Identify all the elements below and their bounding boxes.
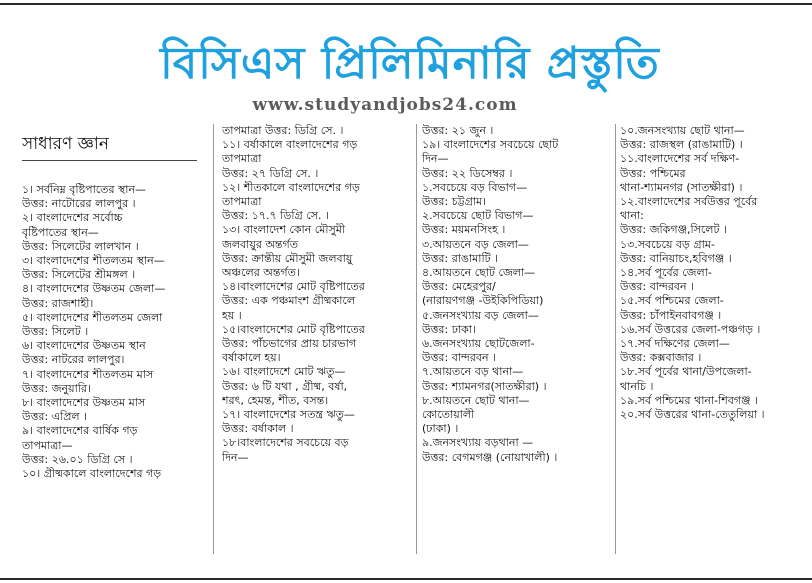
text-line: ৫। বাংলাদেশের শীতলতম জেলা <box>22 310 163 324</box>
text-line: উত্তর: ২৭ ডিগ্রি সে. । <box>222 166 319 180</box>
text-line: ১৬। বাংলাদেশে মোট ঋতু— <box>222 365 346 379</box>
text-line: উত্তর: রাজশাহী। <box>22 296 94 310</box>
text-line: উত্তর: নাটরের লালপুর। <box>22 353 125 367</box>
text-line: উত্তর: শ্যামনগর(সাতক্ষীরা) । <box>422 379 547 393</box>
text-line: কোতোয়ালী <box>422 408 475 422</box>
text-line: ৭। বাংলাদেশের শীতলতম মাস <box>22 367 154 381</box>
text-line: ১১.বাংলাদেশের সর্ব দক্ষিণ- <box>620 152 740 166</box>
text-line: ১৯.সর্ব পশ্চিমের থানা-শিবগঞ্জ । <box>620 393 758 407</box>
column-divider <box>615 124 616 554</box>
text-line: ১১। বর্ষাকালে বাংলাদেশের গড় <box>222 138 358 152</box>
text-line: উত্তর: সিলেটের লালখান । <box>22 239 139 253</box>
text-line: দিন— <box>222 450 249 464</box>
text-line: বর্ষাকালে হয়। <box>222 351 281 365</box>
text-line: উত্তর: কক্সবাজার । <box>620 351 702 365</box>
text-line: উত্তর: ২১ জুন । <box>422 124 494 137</box>
text-line: থানচি । <box>620 379 654 393</box>
text-line: উত্তর: ক্রান্তীয় মৌসুমী জলবায়ু <box>222 251 353 265</box>
text-line: ৬.জনসংখ্যায় ছোটজেলা- <box>422 337 535 351</box>
text-line: বৃষ্টিপাতের স্থান— <box>22 225 99 239</box>
text-line: ৪। বাংলাদেশের উষ্ণতম জেলা— <box>22 282 166 296</box>
text-line: তাপমাত্রা— <box>22 438 73 452</box>
column-divider <box>416 124 417 554</box>
text-line: ২। বাংলাদেশের সর্বোচ্চ <box>22 211 123 225</box>
bottom-rule <box>0 578 812 580</box>
text-line: ৪.আয়তনে ছোট জেলা— <box>422 266 536 280</box>
text-line: উত্তর: এক পঞ্চমাংশ গ্রীষ্মকালে <box>222 294 356 308</box>
text-line: ৮। বাংলাদেশের উষ্ণতম মাস <box>22 396 146 410</box>
column-1 <box>22 183 207 481</box>
text-line: ১৭.সর্ব দক্ষিণের জেলা— <box>620 337 730 351</box>
text-line: ১৮।বাংলাদেশের সবচেয়ে বড় <box>222 436 349 450</box>
text-line: ৩। বাংলাদেশের শীতলতম স্থান— <box>22 254 165 268</box>
text-line: উত্তর: রাঙামাটি । <box>422 251 499 265</box>
text-line: ১৩.সবচেয়ে বড় গ্রাম- <box>620 237 715 251</box>
text-line: উত্তর: বেগমগঞ্জ (নোয়াখালী) । <box>422 450 558 464</box>
text-line: ১৪.সর্ব পূর্বের জেলা- <box>620 266 712 280</box>
text-line: শরৎ, হেমন্ত, শীত, বসন্ত। <box>222 393 329 407</box>
text-line: উত্তর: নাটোরের লালপুর । <box>22 197 136 211</box>
text-line: থানা: <box>620 209 644 223</box>
text-line: ১৯। বাংলাদেশের সবচেয়ে ছোট <box>422 138 559 152</box>
text-line: উত্তর: ৬ টি যথা , গ্রীষ্ম, বর্ষা, <box>222 379 348 393</box>
section-heading: সাধারণ জ্ঞান <box>22 134 109 154</box>
text-line: (নারায়ণগঞ্জ -উইকিপিডিয়া) <box>422 294 544 308</box>
text-line: থানা-শ্যামনগর (সাতক্ষীরা) । <box>620 180 743 194</box>
website-watermark: www.studyandjobs24.com <box>252 95 518 115</box>
text-line: (ঢাকা) । <box>422 422 459 436</box>
text-line: ১২। শীতকালে বাংলাদেশের গড় <box>222 180 360 194</box>
text-line: উত্তর: চট্টগ্রাম। <box>422 195 487 209</box>
text-line: উত্তর: ঢাকা। <box>422 322 476 336</box>
text-line: উত্তর: জকিগঞ্জ,সিলেট । <box>620 223 727 237</box>
text-line: ১৪।বাংলাদেশের মোট বৃষ্টিপাতের <box>222 280 365 294</box>
text-line: ২.সবচেয়ে ছোট বিভাগ— <box>422 209 534 223</box>
column-2 <box>222 124 414 465</box>
column-divider <box>213 124 214 554</box>
text-line: তাপমাত্রা <box>222 195 262 209</box>
text-line: ৭.আয়তনে বড় থানা— <box>422 365 524 379</box>
text-line: উত্তর: বান্দরবন । <box>422 351 496 365</box>
text-line: উত্তর: বানিয়াচং,হবিগঞ্জ । <box>620 251 732 265</box>
text-line: ১। সর্বনিম্ন বৃষ্টিপাতের স্থান— <box>22 183 147 196</box>
column-4 <box>620 124 810 422</box>
text-line: ৩.আয়তনে বড় জেলা— <box>422 237 529 251</box>
text-line: ১৭। বাংলাদেশের সতন্ত্র ঋতু— <box>222 408 355 422</box>
text-line: অঞ্চলের অন্তর্গত। <box>222 266 300 280</box>
page-title: বিসিএস প্রিলিমিনারি প্রস্তুতি <box>160 38 660 89</box>
top-rule <box>0 3 812 5</box>
text-line: ৯। বাংলাদেশের বার্ষিক গড় <box>22 424 138 438</box>
text-line: উত্তর: সিলেট । <box>22 325 89 339</box>
text-line: ১৫.সর্ব পশ্চিমের জেলা- <box>620 294 724 308</box>
column-3 <box>422 124 612 465</box>
text-line: তাপমাত্রা উত্তর: ডিগ্রি সে. । <box>222 124 344 137</box>
text-line: উত্তর: পাঁচভাগের প্রায় চারভাগ <box>222 337 356 351</box>
text-line: দিন— <box>422 152 449 166</box>
text-line: ১০.জনসংখ্যায় ছোট থানা— <box>620 124 745 137</box>
text-line: ৫.জনসংখ্যায় বড় জেলা— <box>422 308 539 322</box>
text-line: ১২.বাংলাদেশের সর্বউত্তর পূর্বের <box>620 195 758 209</box>
text-line: ৬। বাংলাদেশের উষ্ণতম স্থান <box>22 339 146 353</box>
text-line: ১০। গ্রীষ্মকালে বাংলাদেশের গড় <box>22 467 162 481</box>
text-line: উত্তর: মেহেরপুর/ <box>422 280 496 294</box>
text-line: উত্তর: বর্ষাকাল । <box>222 422 294 436</box>
text-line: ১৩। বাংলাদেশ কোন মৌসুমী <box>222 223 346 237</box>
text-line: উত্তর: সিলেটের শ্রীমঙ্গল । <box>22 268 136 282</box>
text-line: ১.সবচেয়ে বড় বিভাগ— <box>422 180 528 194</box>
text-line: উত্তর: চাঁপাইনবাবগঞ্জ । <box>620 308 722 322</box>
text-line: হয় । <box>222 308 242 322</box>
text-line: উত্তর: ২৬.০১ ডিগ্রি সে । <box>22 452 133 466</box>
text-line: ১৬.সর্ব উত্তরের জেলা-পঞ্চগড় । <box>620 322 761 336</box>
text-line: ৮.আয়তনে ছোট থানা— <box>422 393 530 407</box>
text-line: উত্তর: ১৭.৭ ডিগ্রি সে. । <box>222 209 329 223</box>
text-line: ৯.জনসংখ্যায় বড়থানা — <box>422 436 534 450</box>
text-line: তাপমাত্রা <box>222 152 262 166</box>
text-line: ২০.সর্ব উত্তরের থানা-তেতুলিয়া । <box>620 408 765 422</box>
text-line: জলবায়ুর অন্তর্গত <box>222 237 298 251</box>
text-line: উত্তর: জনুয়ারি। <box>22 381 91 395</box>
text-line: উত্তর: এপ্রিল । <box>22 410 88 424</box>
section-heading-box <box>22 128 197 161</box>
text-line: ১৫।বাংলাদেশের মোট বৃষ্টিপাতের <box>222 322 365 336</box>
text-line: উত্তর: ২২ ডিসেম্বর । <box>422 166 513 180</box>
text-line: উত্তর: রাজস্থল (রাঙামাটি) । <box>620 138 743 152</box>
text-line: ১৮.সর্ব পূর্বের থানা/উপজেলা- <box>620 365 752 379</box>
text-line: উত্তর: বান্দরবন । <box>620 280 694 294</box>
text-line: উত্তর: ময়মনসিংহ । <box>422 223 506 237</box>
text-line: উত্তর: পশ্চিমের <box>620 166 686 180</box>
